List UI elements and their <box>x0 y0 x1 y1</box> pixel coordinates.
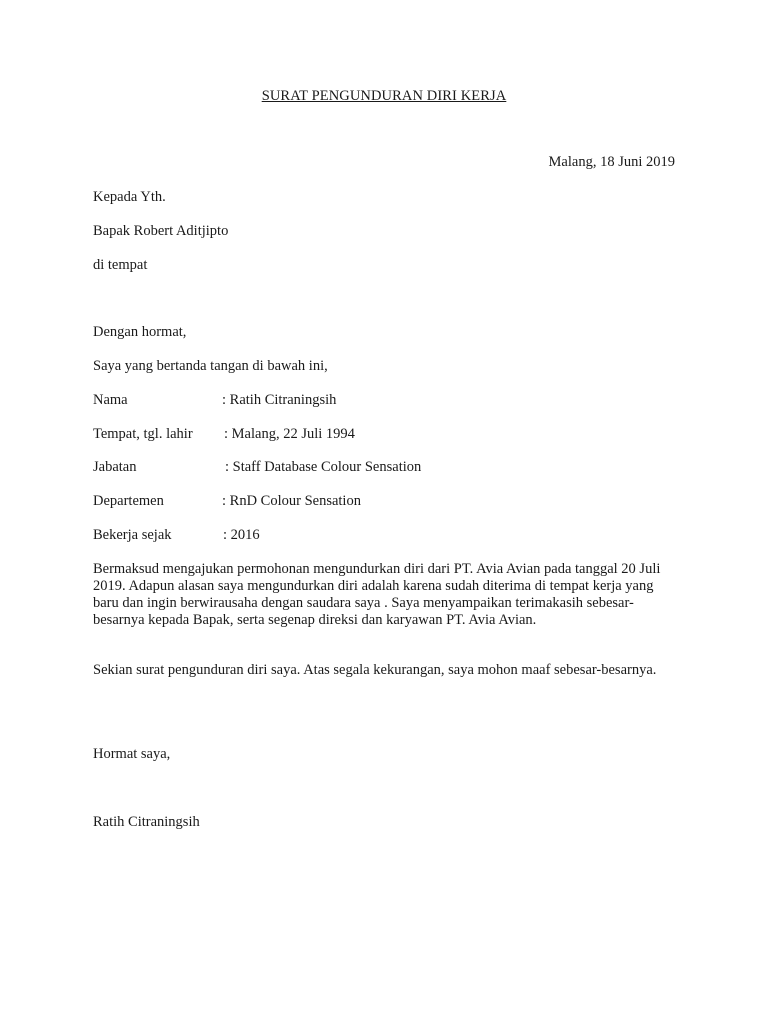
field-value-nama: : Ratih Citraningsih <box>222 392 337 408</box>
field-label-departemen: Departemen <box>93 493 164 509</box>
place-date: Malang, 18 Juni 2019 <box>548 154 675 170</box>
recipient-salutation: Kepada Yth. <box>93 189 166 205</box>
field-label-tempat-lahir: Tempat, tgl. lahir <box>93 426 193 442</box>
signature-name: Ratih Citraningsih <box>93 814 200 830</box>
closing-paragraph: Sekian surat pengunduran diri saya. Atas segala kekurangan, saya mohon maaf sebesar-besarnya. <box>93 662 657 678</box>
greeting: Dengan hormat, <box>93 324 187 340</box>
field-value-bekerja-sejak: : 2016 <box>223 527 260 543</box>
field-value-tempat-lahir: : Malang, 22 Juli 1994 <box>224 426 355 442</box>
field-label-bekerja-sejak: Bekerja sejak <box>93 527 172 543</box>
field-label-nama: Nama <box>93 392 128 408</box>
recipient-name: Bapak Robert Aditjipto <box>93 223 229 239</box>
body-paragraph: Bermaksud mengajukan permohonan mengundurkan diri dari PT. Avia Avian pada tanggal 20 Juli 2019. Adapun alasan saya mengundurkan diri adalah karena sudah diterima di tempat kerja yang baru dan ingin berwirausaha dengan saudara saya . Saya menyampaikan terimakasih sebesar-besarnya kepada Bapak, serta segenap direksi dan karyawan PT. Avia Avian. <box>93 561 661 628</box>
intro-text: Saya yang bertanda tangan di bawah ini, <box>93 358 328 374</box>
letter-title: SURAT PENGUNDURAN DIRI KERJA <box>261 88 507 104</box>
field-value-jabatan: : Staff Database Colour Sensation <box>225 459 422 475</box>
field-label-jabatan: Jabatan <box>93 459 137 475</box>
field-value-departemen: : RnD Colour Sensation <box>222 493 361 509</box>
sign-off: Hormat saya, <box>93 746 171 762</box>
recipient-location: di tempat <box>93 257 148 273</box>
